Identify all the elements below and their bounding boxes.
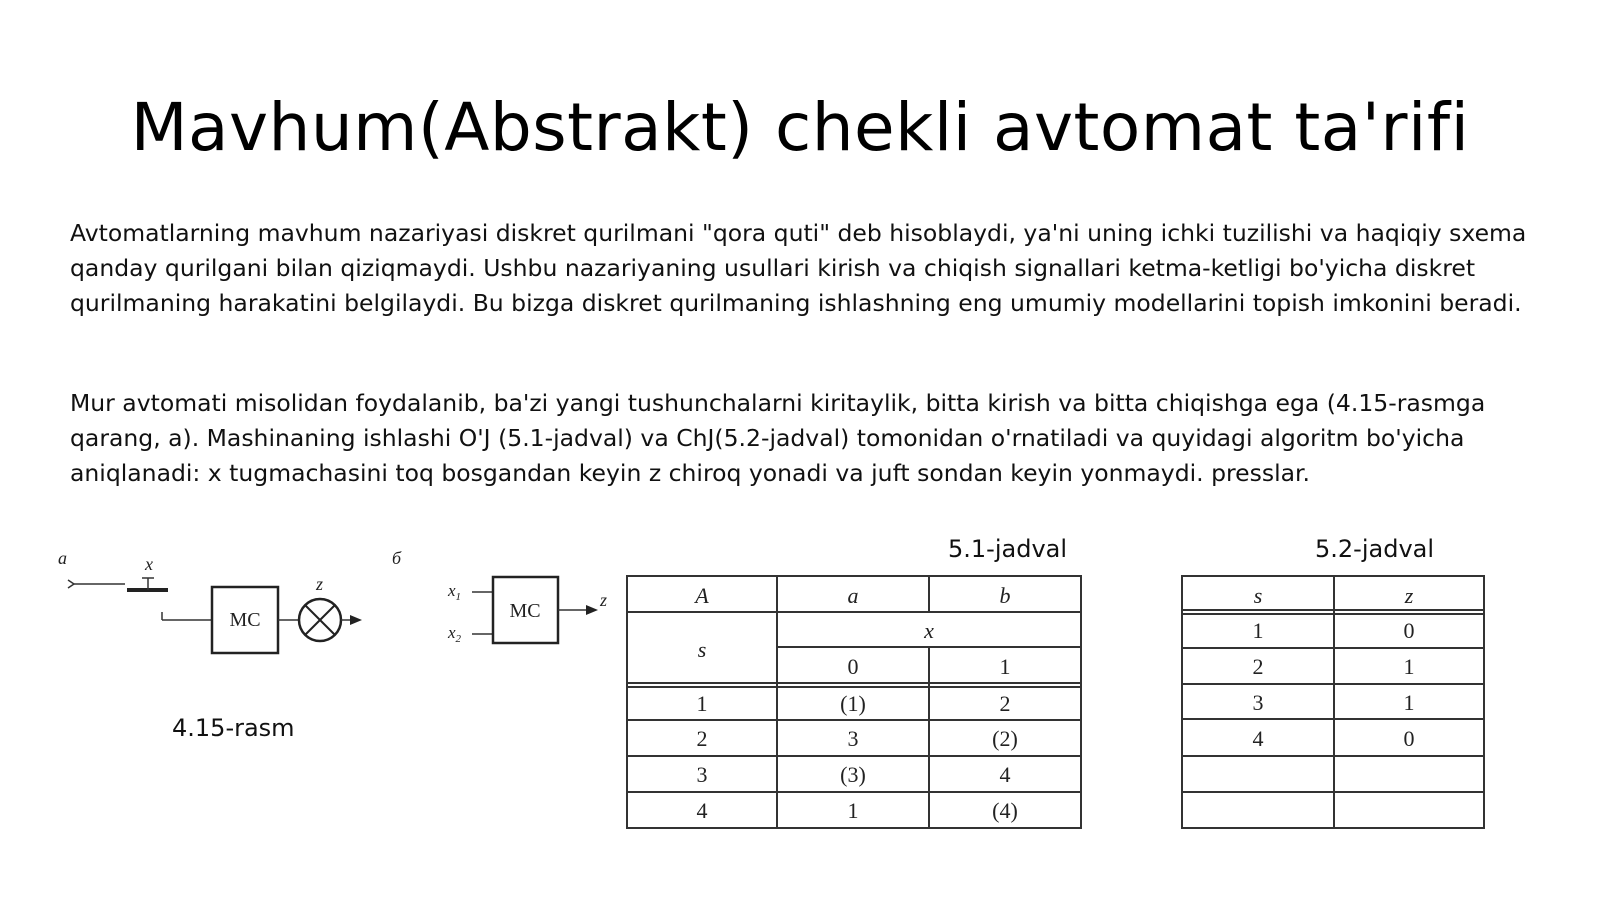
table51-cell: (3) xyxy=(840,762,866,787)
input-x2-label: x xyxy=(448,623,456,642)
table52-cell: 2 xyxy=(1252,654,1264,679)
input-x-label: x xyxy=(145,554,153,574)
table51-cell: 2 xyxy=(999,691,1011,716)
svg-text:x2 xyxy=(447,623,462,645)
table52-cell: 1 xyxy=(1403,654,1415,679)
input-x1-sub: 1 xyxy=(455,591,462,603)
table51-col-A: A xyxy=(695,583,709,608)
figure-caption: 4.15-rasm xyxy=(172,714,295,742)
figure-4-15 xyxy=(50,540,630,680)
table51-col-a: a xyxy=(847,583,859,608)
table52-cell: 0 xyxy=(1403,726,1415,751)
table51-cell: 1 xyxy=(696,691,708,716)
table-5-2-caption: 5.2-jadval xyxy=(1315,535,1435,563)
svg-text:x1 xyxy=(447,581,461,603)
table52-col-s: s xyxy=(1253,583,1263,608)
table52-cell: 3 xyxy=(1252,690,1264,715)
output-z-label: z xyxy=(316,574,324,594)
mc-label-b: MC xyxy=(509,600,541,622)
table51-group-x: x xyxy=(924,618,934,643)
table51-row-s: s xyxy=(697,637,707,662)
table52-col-z: z xyxy=(1404,583,1414,608)
table51-cell: 4 xyxy=(999,762,1011,787)
table51-cell: 1 xyxy=(847,798,859,823)
slide-title: Mavhum(Abstrakt) chekli avtomat ta'rifi xyxy=(130,89,1470,166)
table52-cell: 4 xyxy=(1252,726,1264,751)
label-a: a xyxy=(58,548,67,568)
input-x1-label: x xyxy=(448,581,456,600)
output-z-label-b: z xyxy=(600,590,608,610)
mc-label-a: MC xyxy=(229,609,261,631)
table51-col-b: b xyxy=(999,583,1011,608)
table51-cell: 2 xyxy=(696,726,708,751)
table51-cell: 3 xyxy=(696,762,708,787)
table51-cell: 3 xyxy=(847,726,859,751)
paragraph-abstract-theory: Avtomatlarning mavhum nazariyasi diskret qurilmani "qora quti" deb hisoblaydi, ya'ni uning ichki tuzilishi va haqiqiy sxema qanday qurilgani bilan qiziqmaydi. Ushbu nazariyaning usullari kirish va chiqish signallari ketma-ketligi bo'yicha diskret qurilmaning harakatini belgilaydi. Bu bizga diskret qurilmaning ishlashning eng umumiy modellarini topish imkonini beradi. xyxy=(70,219,1527,317)
label-b: б xyxy=(392,548,402,568)
table51-cell: (2) xyxy=(992,726,1018,751)
table51-cell: (1) xyxy=(840,691,866,716)
table52-cell: 1 xyxy=(1252,618,1264,643)
input-x2-sub: 2 xyxy=(455,633,462,645)
table-5-1 xyxy=(625,574,1085,832)
table51-cell: 4 xyxy=(696,798,708,823)
table52-cell: 1 xyxy=(1403,690,1415,715)
paragraph-moore-example: Mur avtomati misolidan foydalanib, ba'zi yangi tushunchalarni kiritaylik, bitta kirish va bitta chiqishga ega (4.15-rasmga qarang, a). Mashinaning ishlashi O'J (5.1-jadval) va ChJ(5.2-jadval) tomonidan o'rnatiladi va quyidagi algoritm bo'yicha aniqlanadi: x tugmachasini toq bosgandan keyin z chiroq yonadi va juft sondan keyin yonmaydi. presslar. xyxy=(70,389,1486,487)
table51-cell: (4) xyxy=(992,798,1018,823)
table-5-2 xyxy=(1180,574,1488,832)
table51-x0: 0 xyxy=(847,654,859,679)
table52-cell: 0 xyxy=(1403,618,1415,643)
table51-x1: 1 xyxy=(999,654,1011,679)
table-5-1-caption: 5.1-jadval xyxy=(948,535,1068,563)
